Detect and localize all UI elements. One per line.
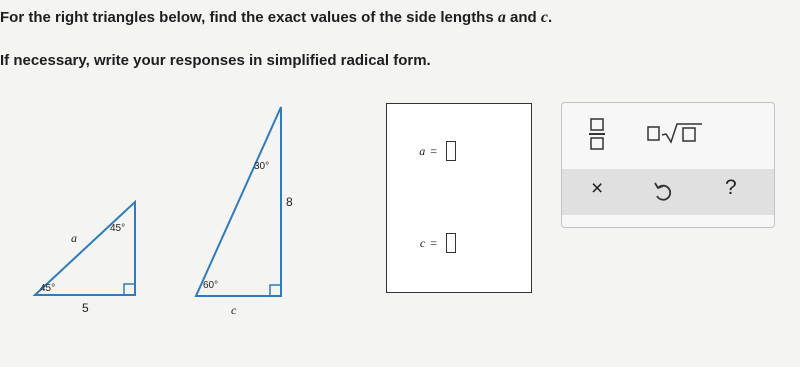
answer-c-input[interactable]: [446, 233, 456, 253]
radical-icon: [646, 122, 704, 144]
variable-a: a: [497, 9, 506, 26]
right-angle-marker-2: [270, 285, 281, 296]
clear-button[interactable]: [588, 176, 614, 206]
triangle2-right-side-label: 8: [286, 195, 293, 209]
instruction-text-and: and: [505, 9, 541, 26]
right-angle-marker-1: [124, 284, 135, 295]
triangle2-angle-bottom-label: 60°: [203, 280, 219, 291]
close-icon: ×: [591, 177, 604, 200]
triangle1-bottom-side-label: 5: [82, 301, 89, 315]
radical-button[interactable]: [646, 122, 704, 144]
instruction-line-2: If necessary, write your responses in simplified radical form.: [0, 52, 431, 69]
triangle1-hypotenuse-label: a: [71, 231, 77, 245]
answer-c-label: [403, 236, 437, 251]
variable-c: c: [540, 9, 548, 26]
answer-a-label: [403, 144, 437, 159]
instruction-text: For the right triangles below, find the exact values of the side lengths: [0, 9, 498, 26]
triangle-30-60-90: [196, 107, 281, 296]
instruction-period: .: [547, 9, 553, 26]
equals-sign: =: [430, 236, 437, 250]
triangle2-bottom-side-label: c: [231, 303, 237, 317]
answer-box: [386, 103, 532, 293]
triangle1-angle-bottom-label: 45°: [40, 283, 56, 294]
triangle2-angle-top-label: 30°: [254, 161, 270, 172]
triangle-45-45-90: [35, 202, 135, 295]
math-keypad: [561, 102, 775, 228]
instruction-line-1: [0, 9, 552, 27]
equals-sign: =: [430, 144, 437, 158]
help-button[interactable]: [720, 175, 744, 205]
undo-icon: [650, 177, 676, 207]
fraction-button[interactable]: [587, 117, 607, 151]
help-icon: ?: [725, 176, 737, 199]
answer-row-a: [387, 140, 531, 164]
triangle1-angle-top-label: 45°: [110, 223, 126, 234]
answer-a-input[interactable]: [446, 141, 456, 161]
triangles-figure: [0, 95, 370, 325]
fraction-icon: [587, 117, 607, 151]
undo-button[interactable]: [650, 177, 676, 207]
answer-c-variable: c: [419, 236, 426, 250]
answer-row-c: [387, 232, 531, 256]
answer-a-variable: a: [419, 144, 426, 158]
